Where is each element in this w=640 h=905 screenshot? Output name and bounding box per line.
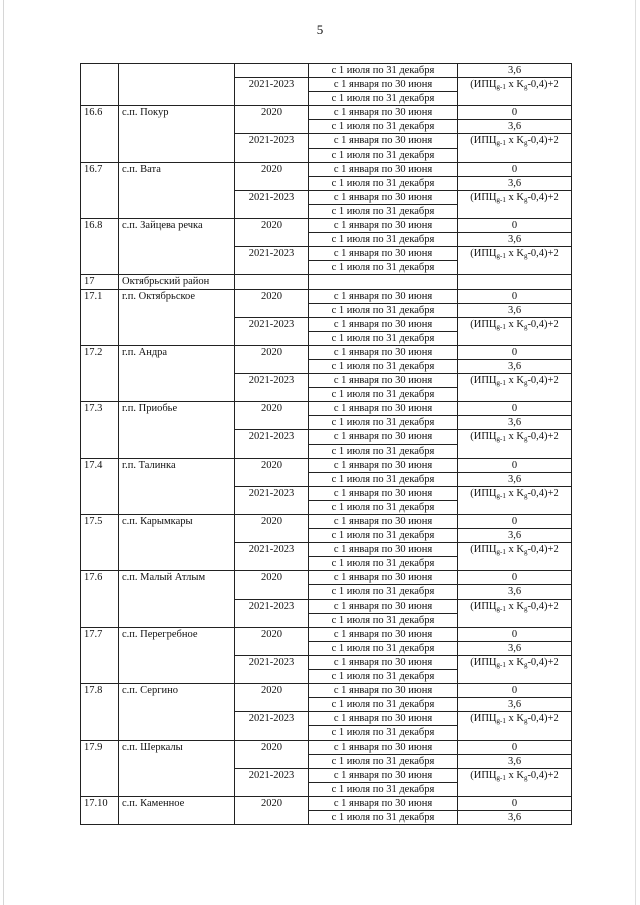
cell-settlement-name: г.п. Талинка — [119, 458, 235, 514]
cell-period: с 1 января по 30 июня — [309, 78, 458, 92]
formula-part-sub1: g-1 — [496, 491, 506, 500]
formula-part-close: -0,4)+2 — [527, 600, 559, 612]
cell-year: 2020 — [235, 402, 309, 430]
formula-part-sub2: g — [523, 252, 528, 261]
cell-period: с 1 июля по 31 декабря — [309, 529, 458, 543]
table-row — [81, 515, 572, 529]
cell-value: 3,6 — [458, 303, 572, 317]
scan-edge-left — [3, 0, 4, 905]
table-row — [81, 627, 572, 641]
cell-year: 2021-2023 — [235, 374, 309, 402]
formula-part-sub1: g-1 — [496, 139, 506, 148]
cell-number: 16.7 — [81, 162, 119, 218]
tariff-table-body — [81, 64, 572, 825]
formula-part-open: (ИПЦ — [470, 487, 497, 499]
cell-value: 3,6 — [458, 359, 572, 373]
cell-period: с 1 января по 30 июня — [309, 458, 458, 472]
cell-value: 3,6 — [458, 416, 572, 430]
cell-value: 3,6 — [458, 754, 572, 768]
cell-value: 0 — [458, 796, 572, 810]
cell-period: с 1 июля по 31 декабря — [309, 148, 458, 162]
cell-settlement-name: с.п. Зайцева речка — [119, 219, 235, 275]
cell-value: 3,6 — [458, 176, 572, 190]
cell-period: с 1 июля по 31 декабря — [309, 233, 458, 247]
cell-settlement-name: с.п. Шеркалы — [119, 740, 235, 796]
cell-year: 2021-2023 — [235, 78, 309, 106]
formula-part-mid: x K — [505, 318, 524, 330]
cell-period: с 1 января по 30 июня — [309, 684, 458, 698]
cell-number — [81, 64, 119, 106]
cell-settlement-name: с.п. Каменное — [119, 796, 235, 824]
cell-value: 0 — [458, 219, 572, 233]
formula-part-close: -0,4)+2 — [527, 431, 559, 443]
cell-year: 2021-2023 — [235, 486, 309, 514]
cell-number: 17.3 — [81, 402, 119, 458]
cell-period: с 1 июля по 31 декабря — [309, 331, 458, 345]
cell-year: 2020 — [235, 515, 309, 543]
formula-part-sub1: g-1 — [496, 379, 506, 388]
cell-number: 17.5 — [81, 515, 119, 571]
cell-value-formula — [458, 486, 572, 514]
cell-period: с 1 января по 30 июня — [309, 796, 458, 810]
cell-number: 16.6 — [81, 106, 119, 162]
cell-value: 0 — [458, 740, 572, 754]
cell-period: с 1 июля по 31 декабря — [309, 641, 458, 655]
formula-part-sub1: g-1 — [496, 717, 506, 726]
cell-period: с 1 июля по 31 декабря — [309, 670, 458, 684]
formula-part-sub2: g — [523, 604, 528, 613]
cell-period: с 1 января по 30 июня — [309, 627, 458, 641]
cell-settlement-name: с.п. Покур — [119, 106, 235, 162]
cell-value: 0 — [458, 571, 572, 585]
cell-period: с 1 июля по 31 декабря — [309, 754, 458, 768]
cell-period: с 1 июля по 31 декабря — [309, 613, 458, 627]
cell-value-formula — [458, 134, 572, 162]
cell-year: 2021-2023 — [235, 768, 309, 796]
formula-part-sub1: g-1 — [496, 660, 506, 669]
cell-number: 16.8 — [81, 219, 119, 275]
formula-part-close: -0,4)+2 — [527, 713, 559, 725]
cell-period: с 1 июля по 31 декабря — [309, 120, 458, 134]
formula-part-mid: x K — [505, 544, 524, 556]
cell-settlement-name: с.п. Карымкары — [119, 515, 235, 571]
cell-period: с 1 января по 30 июня — [309, 599, 458, 613]
cell-period: с 1 июля по 31 декабря — [309, 359, 458, 373]
formula-part-close: -0,4)+2 — [527, 487, 559, 499]
scan-edge-right — [635, 0, 636, 905]
tariff-table — [80, 63, 572, 825]
formula-part-open: (ИПЦ — [470, 600, 497, 612]
formula-part-close: -0,4)+2 — [527, 318, 559, 330]
page-number: 5 — [316, 22, 324, 37]
cell-year: 2020 — [235, 219, 309, 247]
table-row — [81, 345, 572, 359]
formula-part-sub2: g — [523, 717, 528, 726]
cell-period: с 1 июля по 31 декабря — [309, 64, 458, 78]
formula-part-mid: x K — [505, 79, 524, 91]
cell-settlement-name: с.п. Вата — [119, 162, 235, 218]
cell-number: 17.8 — [81, 684, 119, 740]
formula-part-sub1: g-1 — [496, 322, 506, 331]
cell-year: 2021-2023 — [235, 247, 309, 275]
formula-part-open: (ИПЦ — [470, 191, 497, 203]
cell-period: с 1 января по 30 июня — [309, 106, 458, 120]
formula-part-close: -0,4)+2 — [527, 769, 559, 781]
cell-value-formula — [458, 78, 572, 106]
cell-value-formula — [458, 317, 572, 345]
cell-value: 3,6 — [458, 472, 572, 486]
formula-part-sub2: g — [523, 773, 528, 782]
formula-part-sub1: g-1 — [496, 252, 506, 261]
cell-period: с 1 января по 30 июня — [309, 571, 458, 585]
cell-period: с 1 января по 30 июня — [309, 247, 458, 261]
formula-part-sub1: g-1 — [496, 773, 506, 782]
table-row — [81, 684, 572, 698]
cell-period: с 1 июля по 31 декабря — [309, 500, 458, 514]
cell-year: 2020 — [235, 740, 309, 768]
cell-year: 2020 — [235, 796, 309, 824]
cell-number: 17.6 — [81, 571, 119, 627]
cell-value-formula — [458, 247, 572, 275]
cell-value: 3,6 — [458, 698, 572, 712]
cell-period: с 1 января по 30 июня — [309, 430, 458, 444]
formula-part-sub2: g — [523, 322, 528, 331]
formula-part-open: (ИПЦ — [470, 318, 497, 330]
formula-part-open: (ИПЦ — [470, 656, 497, 668]
formula-part-close: -0,4)+2 — [527, 79, 559, 91]
cell-value: 0 — [458, 684, 572, 698]
cell-period: с 1 июля по 31 декабря — [309, 444, 458, 458]
cell-period: с 1 июля по 31 декабря — [309, 388, 458, 402]
cell-value: 0 — [458, 627, 572, 641]
cell-number: 17.9 — [81, 740, 119, 796]
cell-year: 2020 — [235, 289, 309, 317]
formula-part-open: (ИПЦ — [470, 135, 497, 147]
formula-part-mid: x K — [505, 248, 524, 260]
table-row — [81, 289, 572, 303]
cell-period: с 1 января по 30 июня — [309, 134, 458, 148]
cell-year: 2021-2023 — [235, 317, 309, 345]
formula-part-sub2: g — [523, 435, 528, 444]
cell-period: с 1 января по 30 июня — [309, 486, 458, 500]
formula-part-close: -0,4)+2 — [527, 375, 559, 387]
formula-part-sub2: g — [523, 139, 528, 148]
cell-period: с 1 января по 30 июня — [309, 190, 458, 204]
cell-district-name: Октябрьский район — [119, 275, 235, 289]
cell-year: 2021-2023 — [235, 543, 309, 571]
section-row — [81, 275, 572, 289]
cell-year: 2020 — [235, 684, 309, 712]
formula-part-mid: x K — [505, 135, 524, 147]
table-row — [81, 740, 572, 754]
cell-period: с 1 июля по 31 декабря — [309, 92, 458, 106]
cell-period: с 1 июля по 31 декабря — [309, 782, 458, 796]
formula-part-open: (ИПЦ — [470, 544, 497, 556]
cell-year: 2020 — [235, 106, 309, 134]
cell-year: 2021-2023 — [235, 430, 309, 458]
cell-number: 17.1 — [81, 289, 119, 345]
cell-year: 2020 — [235, 162, 309, 190]
formula-part-close: -0,4)+2 — [527, 191, 559, 203]
cell-number: 17 — [81, 275, 119, 289]
cell-period: с 1 января по 30 июня — [309, 543, 458, 557]
cell-period: с 1 января по 30 июня — [309, 162, 458, 176]
cell-year: 2020 — [235, 627, 309, 655]
formula-part-open: (ИПЦ — [470, 375, 497, 387]
cell-settlement-name: с.п. Малый Атлым — [119, 571, 235, 627]
formula-part-mid: x K — [505, 431, 524, 443]
cell-value: 0 — [458, 289, 572, 303]
cell-value: 3,6 — [458, 641, 572, 655]
table-row — [81, 402, 572, 416]
cell-value — [458, 275, 572, 289]
cell-period: с 1 января по 30 июня — [309, 289, 458, 303]
cell-period: с 1 июля по 31 декабря — [309, 726, 458, 740]
cell-period: с 1 июля по 31 декабря — [309, 204, 458, 218]
cell-period: с 1 июля по 31 декабря — [309, 585, 458, 599]
table-row — [81, 162, 572, 176]
formula-part-sub2: g — [523, 491, 528, 500]
formula-part-mid: x K — [505, 487, 524, 499]
formula-part-open: (ИПЦ — [470, 431, 497, 443]
formula-part-close: -0,4)+2 — [527, 656, 559, 668]
formula-part-sub2: g — [523, 548, 528, 557]
cell-value: 3,6 — [458, 529, 572, 543]
cell-year: 2021-2023 — [235, 134, 309, 162]
cell-value: 3,6 — [458, 64, 572, 78]
formula-part-sub2: g — [523, 660, 528, 669]
cell-year: 2020 — [235, 345, 309, 373]
cell-value-formula — [458, 543, 572, 571]
formula-part-open: (ИПЦ — [470, 79, 497, 91]
cell-value-formula — [458, 599, 572, 627]
formula-part-close: -0,4)+2 — [527, 135, 559, 147]
formula-part-mid: x K — [505, 656, 524, 668]
formula-part-mid: x K — [505, 713, 524, 725]
formula-part-sub1: g-1 — [496, 604, 506, 613]
formula-part-close: -0,4)+2 — [527, 248, 559, 260]
cell-value-formula — [458, 712, 572, 740]
cell-value: 0 — [458, 402, 572, 416]
cell-period: с 1 января по 30 июня — [309, 345, 458, 359]
formula-part-sub1: g-1 — [496, 83, 506, 92]
cell-settlement-name: г.п. Октябрьское — [119, 289, 235, 345]
formula-part-sub1: g-1 — [496, 195, 506, 204]
cell-period: с 1 января по 30 июня — [309, 712, 458, 726]
table-row — [81, 106, 572, 120]
table-row — [81, 64, 572, 78]
cell-period: с 1 января по 30 июня — [309, 317, 458, 331]
cell-year: 2020 — [235, 571, 309, 599]
formula-part-sub2: g — [523, 379, 528, 388]
cell-period: с 1 июля по 31 декабря — [309, 261, 458, 275]
cell-settlement-name: г.п. Приобье — [119, 402, 235, 458]
cell-value-formula — [458, 768, 572, 796]
cell-settlement-name: г.п. Андра — [119, 345, 235, 401]
cell-value: 0 — [458, 515, 572, 529]
formula-part-sub2: g — [523, 195, 528, 204]
table-row — [81, 458, 572, 472]
formula-part-open: (ИПЦ — [470, 769, 497, 781]
cell-period: с 1 июля по 31 декабря — [309, 416, 458, 430]
cell-value: 3,6 — [458, 233, 572, 247]
formula-part-close: -0,4)+2 — [527, 544, 559, 556]
cell-period: с 1 января по 30 июня — [309, 740, 458, 754]
formula-part-mid: x K — [505, 600, 524, 612]
formula-part-open: (ИПЦ — [470, 248, 497, 260]
cell-value-formula — [458, 374, 572, 402]
cell-period: с 1 января по 30 июня — [309, 515, 458, 529]
cell-value: 3,6 — [458, 810, 572, 824]
cell-value: 0 — [458, 162, 572, 176]
cell-number: 17.2 — [81, 345, 119, 401]
cell-period: с 1 июля по 31 декабря — [309, 472, 458, 486]
cell-value-formula — [458, 190, 572, 218]
cell-period: с 1 июля по 31 декабря — [309, 303, 458, 317]
formula-part-mid: x K — [505, 375, 524, 387]
cell-number: 17.7 — [81, 627, 119, 683]
cell-value-formula — [458, 655, 572, 683]
cell-period: с 1 января по 30 июня — [309, 402, 458, 416]
cell-value: 3,6 — [458, 585, 572, 599]
cell-year: 2021-2023 — [235, 599, 309, 627]
cell-period: с 1 июля по 31 декабря — [309, 698, 458, 712]
formula-part-open: (ИПЦ — [470, 713, 497, 725]
cell-period: с 1 января по 30 июня — [309, 768, 458, 782]
cell-year — [235, 64, 309, 78]
table-row — [81, 219, 572, 233]
table-row — [81, 796, 572, 810]
cell-period: с 1 июля по 31 декабря — [309, 810, 458, 824]
formula-part-mid: x K — [505, 769, 524, 781]
cell-settlement-name: с.п. Сергино — [119, 684, 235, 740]
cell-period: с 1 января по 30 июня — [309, 374, 458, 388]
formula-part-sub1: g-1 — [496, 548, 506, 557]
cell-settlement-name: с.п. Перегребное — [119, 627, 235, 683]
cell-year: 2021-2023 — [235, 655, 309, 683]
cell-period: с 1 января по 30 июня — [309, 655, 458, 669]
cell-value: 3,6 — [458, 120, 572, 134]
cell-number: 17.4 — [81, 458, 119, 514]
cell-year: 2021-2023 — [235, 712, 309, 740]
cell-year: 2021-2023 — [235, 190, 309, 218]
formula-part-sub2: g — [523, 83, 528, 92]
cell-number: 17.10 — [81, 796, 119, 824]
cell-value: 0 — [458, 106, 572, 120]
cell-period: с 1 июля по 31 декабря — [309, 557, 458, 571]
table-row — [81, 571, 572, 585]
cell-period: с 1 июля по 31 декабря — [309, 176, 458, 190]
cell-value: 0 — [458, 345, 572, 359]
cell-value-formula — [458, 430, 572, 458]
cell-period: с 1 января по 30 июня — [309, 219, 458, 233]
formula-part-mid: x K — [505, 191, 524, 203]
cell-year — [235, 275, 309, 289]
cell-year: 2020 — [235, 458, 309, 486]
cell-settlement-name — [119, 64, 235, 106]
cell-value: 0 — [458, 458, 572, 472]
formula-part-sub1: g-1 — [496, 435, 506, 444]
cell-period — [309, 275, 458, 289]
